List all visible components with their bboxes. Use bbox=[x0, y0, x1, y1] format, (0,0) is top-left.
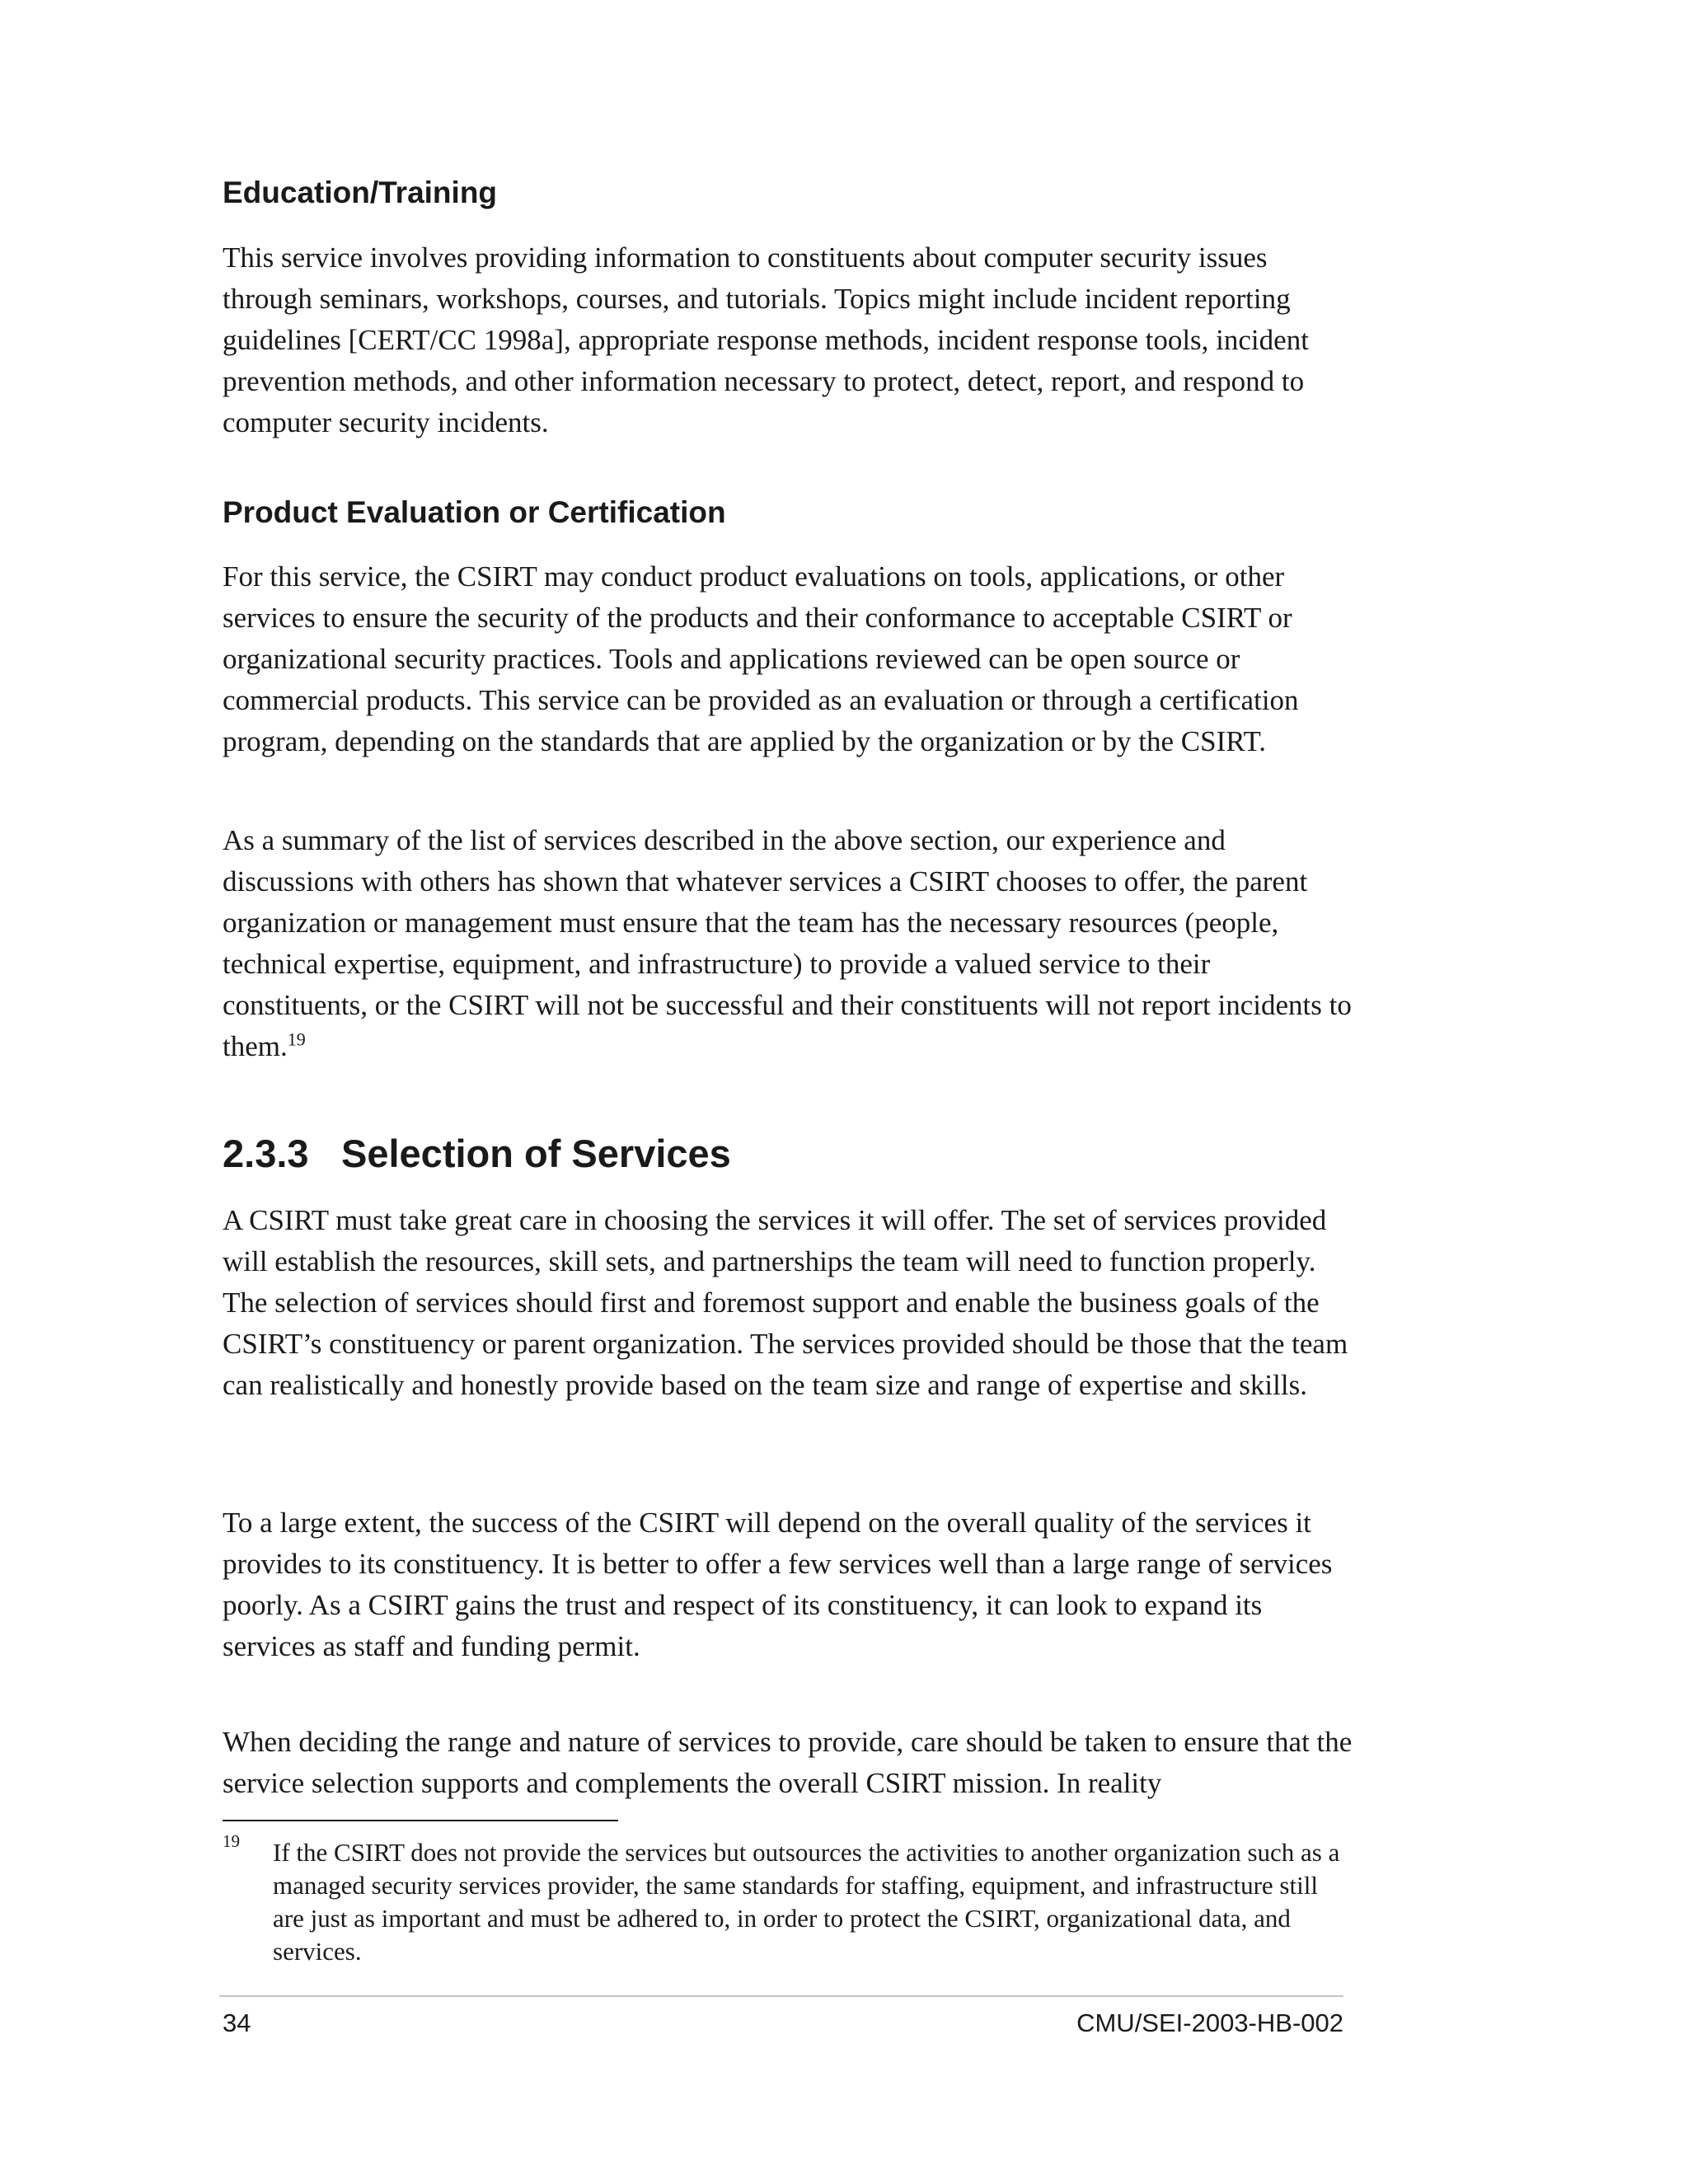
education-training-paragraph: This service involves providing information to constituents about computer security issues through seminars, workshops, courses, and tutorials. Topics might include incident reporting guidelines [CERT/CC 1998a], appropriate response methods, incident response tools, incident prevention methods, and other information necessary to protect, detect, report, and respond to computer security incidents. bbox=[223, 241, 1309, 438]
footnote-reference[interactable]: 19 bbox=[287, 1029, 306, 1050]
selection-paragraph-1: A CSIRT must take great care in choosing the services it will offer. The set of services provided will establish the resources, skill sets, and partnerships the team will need to function properly. The selection of services should first and foremost support and enable the business goals of the CSIRT’s constituency or parent organization. The services provided should be those that the team can realistically and honestly provide based on the team size and range of expertise and skills. bbox=[223, 1204, 1348, 1401]
document-id: CMU/SEI-2003-HB-002 bbox=[1076, 2008, 1343, 2037]
summary-text: As a summary of the list of services described in the above section, our experience and discussions with others has shown that whatever services a CSIRT chooses to offer, the parent organization or management must ensure that the team has the necessary resources (people, technical expertise, equipment, and infrastructure) to provide a valued service to their constituents, or the CSIRT will not be successful and their constituents will not report incidents to them. bbox=[223, 824, 1352, 1062]
footnote-text: If the CSIRT does not provide the services but outsources the activities to another organization such as a managed security services provider, the same standards for staffing, equipment, and infrastructure still are just as important and must be adhered to, in order to protect the CSIRT, organizational data, and services. bbox=[273, 1838, 1340, 1966]
section-title: Selection of Services bbox=[341, 1132, 731, 1175]
services-summary-paragraph bbox=[223, 820, 1360, 1067]
product-evaluation-heading: Product Evaluation or Certification bbox=[223, 495, 726, 529]
selection-paragraph-2: To a large extent, the success of the CSIRT will depend on the overall quality of the services it provides to its constituency. It is better to offer a few services well than a large range of services poorly. As a CSIRT gains the trust and respect of its constituency, it can look to expand its services as staff and funding permit. bbox=[223, 1507, 1333, 1662]
education-training-heading: Education/Training bbox=[223, 176, 498, 209]
footer-divider bbox=[219, 1995, 1343, 1997]
selection-paragraph-3: When deciding the range and nature of services to provide, care should be taken to ensure that the service selection supports and complements the overall CSIRT mission. In reality bbox=[223, 1726, 1353, 1799]
page-number: 34 bbox=[223, 2008, 251, 2037]
product-evaluation-paragraph: For this service, the CSIRT may conduct product evaluations on tools, applications, or other services to ensure the security of the products and their conformance to acceptable CSIRT or organizational security practices. Tools and applications reviewed can be open source or commercial products. This service can be provided as an evaluation or through a certification program, depending on the standards that are applied by the organization or by the CSIRT. bbox=[223, 560, 1299, 757]
footnote-number: 19 bbox=[223, 1831, 240, 1851]
section-number: 2.3.3 bbox=[223, 1132, 309, 1175]
footnote-separator bbox=[223, 1820, 618, 1821]
footnote bbox=[223, 1831, 1343, 1968]
section-heading bbox=[223, 1131, 731, 1177]
